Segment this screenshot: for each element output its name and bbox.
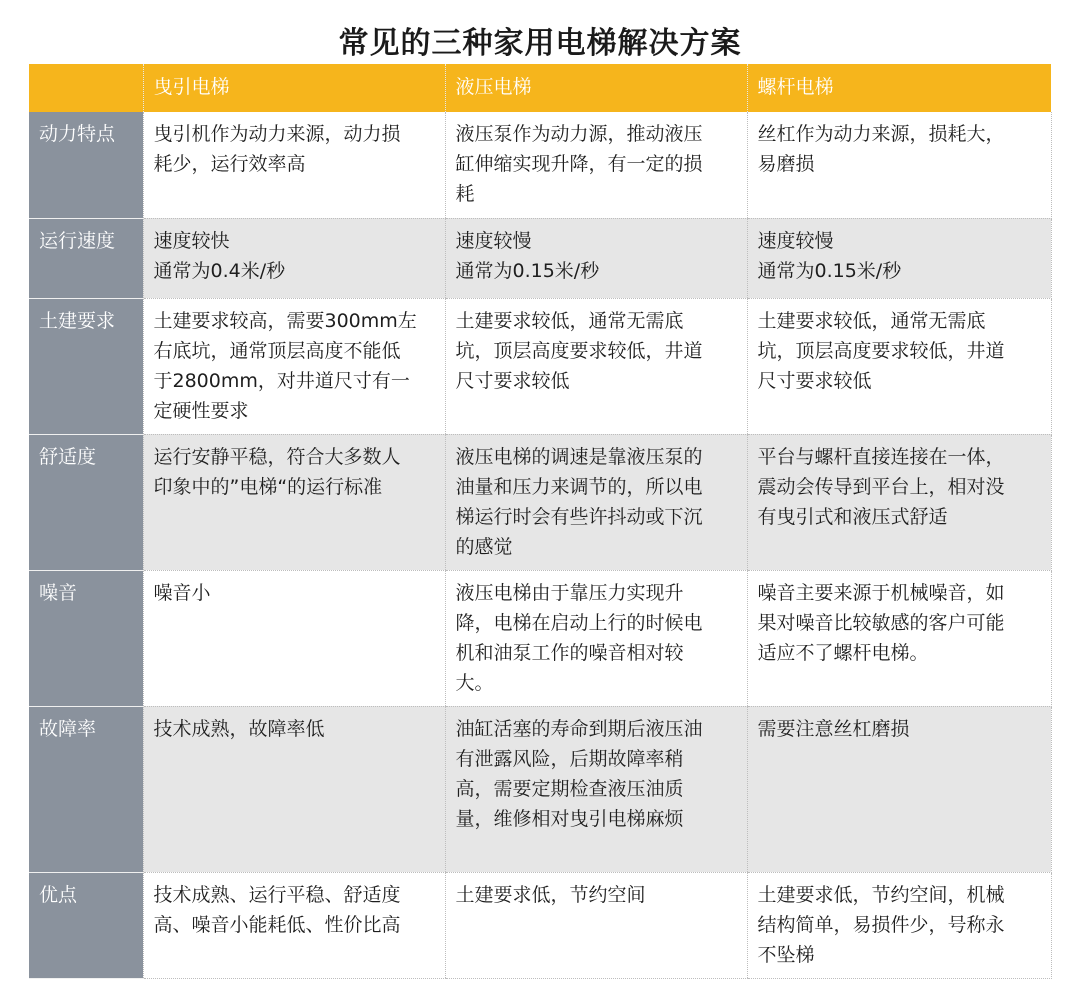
table-cell: 油缸活塞的寿命到期后液压油 有泄露风险，后期故障率稍 高，需要定期检查液压油质 量，维修相对曳引电梯麻烦 bbox=[445, 706, 747, 872]
table-cell: 运行安静平稳，符合大多数人 印象中的”电梯“的运行标准 bbox=[143, 434, 445, 570]
table-cell: 噪音小 bbox=[143, 570, 445, 706]
table-cell: 技术成熟，故障率低 bbox=[143, 706, 445, 872]
header-screw-elevator: 螺杆电梯 bbox=[747, 64, 1051, 112]
table-row bbox=[29, 218, 1051, 298]
row-label: 优点 bbox=[29, 872, 143, 978]
table-cell: 土建要求较低，通常无需底 坑，顶层高度要求较低，井道 尺寸要求较低 bbox=[445, 298, 747, 434]
header-hydraulic-elevator: 液压电梯 bbox=[445, 64, 747, 112]
table-cell: 土建要求较高，需要300mm左 右底坑，通常顶层高度不能低 于2800mm，对井道尺寸有一 定硬性要求 bbox=[143, 298, 445, 434]
table-row bbox=[29, 706, 1051, 872]
table-cell: 液压泵作为动力源，推动液压 缸伸缩实现升降，有一定的损 耗 bbox=[445, 112, 747, 218]
table-cell: 丝杠作为动力来源，损耗大， 易磨损 bbox=[747, 112, 1051, 218]
table-cell: 速度较慢 通常为0.15米/秒 bbox=[747, 218, 1051, 298]
comparison-table bbox=[29, 64, 1052, 979]
page-title: 常见的三种家用电梯解决方案 bbox=[338, 26, 742, 61]
row-label: 故障率 bbox=[29, 706, 143, 872]
table-cell: 平台与螺杆直接连接在一体， 震动会传导到平台上，相对没 有曳引式和液压式舒适 bbox=[747, 434, 1051, 570]
table-row bbox=[29, 872, 1051, 978]
table-cell: 需要注意丝杠磨损 bbox=[747, 706, 1051, 872]
table-row bbox=[29, 434, 1051, 570]
table-cell: 土建要求较低，通常无需底 坑，顶层高度要求较低，井道 尺寸要求较低 bbox=[747, 298, 1051, 434]
table-cell: 速度较快 通常为0.4米/秒 bbox=[143, 218, 445, 298]
table-cell: 速度较慢 通常为0.15米/秒 bbox=[445, 218, 747, 298]
row-label: 土建要求 bbox=[29, 298, 143, 434]
table-cell: 技术成熟、运行平稳、舒适度 高、噪音小能耗低、性价比高 bbox=[143, 872, 445, 978]
row-label: 动力特点 bbox=[29, 112, 143, 218]
table-row bbox=[29, 298, 1051, 434]
row-label: 噪音 bbox=[29, 570, 143, 706]
table-row bbox=[29, 570, 1051, 706]
table-cell: 土建要求低，节约空间 bbox=[445, 872, 747, 978]
row-label: 舒适度 bbox=[29, 434, 143, 570]
table-cell: 液压电梯由于靠压力实现升 降，电梯在启动上行的时候电 机和油泵工作的噪音相对较 大。 bbox=[445, 570, 747, 706]
table-row bbox=[29, 112, 1051, 218]
table-cell: 曳引机作为动力来源，动力损 耗少，运行效率高 bbox=[143, 112, 445, 218]
header-row bbox=[29, 64, 1051, 112]
header-corner bbox=[29, 64, 143, 112]
row-label: 运行速度 bbox=[29, 218, 143, 298]
table-cell: 噪音主要来源于机械噪音，如 果对噪音比较敏感的客户可能 适应不了螺杆电梯。 bbox=[747, 570, 1051, 706]
table-cell: 土建要求低，节约空间，机械 结构简单，易损件少，号称永 不坠梯 bbox=[747, 872, 1051, 978]
table-cell: 液压电梯的调速是靠液压泵的 油量和压力来调节的，所以电 梯运行时会有些许抖动或下沉 的感觉 bbox=[445, 434, 747, 570]
header-traction-elevator: 曳引电梯 bbox=[143, 64, 445, 112]
